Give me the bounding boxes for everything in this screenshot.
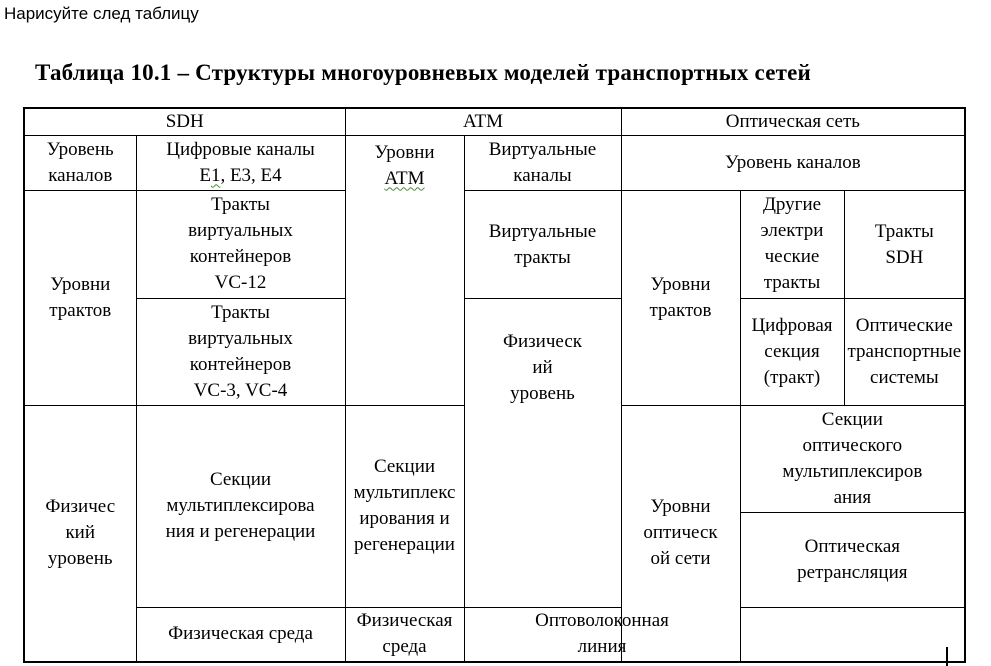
atm-mux-regen-sections — [345, 405, 464, 607]
cell-line: VC-12 — [214, 272, 267, 293]
cell-line: Тракты — [211, 301, 270, 323]
atm-digital-section — [740, 298, 844, 405]
cell-line: контейнеров — [189, 246, 292, 267]
atm-levels — [345, 135, 464, 405]
cell-text: 1 — [210, 164, 221, 186]
cell-line: Цифровые каналы — [166, 138, 315, 160]
cell-line: оптическ — [643, 522, 718, 544]
cell-line: Уровни — [374, 141, 435, 163]
cell-line: Секции — [209, 469, 272, 490]
optical-mux-sections — [740, 405, 965, 512]
text-cursor — [946, 647, 948, 666]
cell-line: мультиплекс — [353, 482, 456, 503]
cell-line: Секции — [821, 408, 883, 430]
cell-line: виртуальных — [188, 327, 293, 349]
cell-line: тракты — [763, 272, 821, 293]
cell-line: Оптические — [855, 314, 953, 336]
cell-text: Е — [199, 164, 211, 186]
cell-line: контейнеров — [189, 353, 292, 375]
cell-line: виртуальных — [188, 220, 293, 241]
cell-line: ретрансляция — [797, 561, 908, 583]
cell-line: Секции — [373, 456, 436, 477]
cell-line — [349, 166, 461, 192]
cell-line: уровень — [47, 548, 113, 570]
cell-line: Уровни — [650, 273, 711, 295]
optical-fiber-line — [464, 607, 740, 662]
header-sdh-label: SDH — [165, 110, 204, 132]
optical-transport-systems — [844, 298, 965, 405]
cell-line: Физическая среда — [168, 623, 313, 645]
header-atm — [345, 108, 621, 135]
sdh-digital-channels — [136, 135, 345, 190]
sdh-vc12-paths — [136, 190, 345, 298]
cell-line: Оптоволоконная — [535, 610, 669, 632]
cell-line: (тракт) — [763, 366, 821, 388]
cell-line: ий — [532, 356, 553, 378]
cell-line: ирования и — [359, 508, 450, 529]
table-container — [23, 107, 966, 663]
cell-line: уровень — [510, 382, 575, 404]
cell-line: VC-3, VC-4 — [193, 379, 288, 401]
cell-line: Физическ — [503, 330, 582, 352]
optical-relay — [740, 512, 965, 607]
cell-line: линия — [577, 636, 627, 658]
cell-line: регенерации — [354, 534, 455, 555]
cell-line: каналы — [513, 164, 572, 186]
cell-line: Тракты — [874, 220, 934, 242]
cell-line: среда — [382, 636, 427, 658]
cell-line: Уровень каналов — [724, 151, 861, 173]
transport-network-models-table — [23, 107, 966, 663]
channels-row — [24, 135, 965, 190]
atm-virtual-paths — [464, 190, 621, 298]
cell-line: кий — [65, 522, 96, 544]
atm-physical-medium — [345, 607, 464, 662]
cell-line: оптического — [802, 434, 903, 456]
cell-line: Уровни — [650, 496, 711, 518]
optical-channels-level — [621, 135, 965, 190]
header-sdh — [24, 108, 345, 135]
cell-line: Другие — [762, 194, 822, 215]
cell-line: тракты — [514, 246, 571, 268]
cell-line: мультиплексирова — [166, 495, 315, 516]
cell-line: ания — [833, 486, 872, 508]
sdh-channels-level — [24, 135, 136, 190]
cell-line: ния и регенерации — [165, 521, 316, 542]
cell-line: трактов — [49, 299, 112, 321]
cell-text: , Е3, Е4 — [220, 164, 282, 186]
cell-line: Физическая — [356, 610, 453, 632]
header-optical — [621, 108, 965, 135]
cell-line — [140, 163, 342, 189]
header-row — [24, 108, 965, 135]
physical-medium-row — [24, 607, 965, 662]
cell-line: ой сети — [650, 548, 711, 570]
sdh-physical-medium — [136, 607, 345, 662]
optical-other-electrical-paths — [740, 190, 844, 298]
header-optical-label: Оптическая сеть — [725, 110, 860, 132]
cell-line: Виртуальные — [488, 220, 597, 242]
sdh-physical-level — [24, 405, 136, 662]
table-caption: Таблица 10.1 – Структуры многоуровневых моделей транспортных сетей — [35, 60, 812, 85]
cell-line: Цифровая — [751, 314, 833, 336]
sdh-paths-level — [24, 190, 136, 405]
optical-paths-level — [621, 190, 740, 405]
cell-line: Уровень — [46, 138, 114, 160]
vc34-row — [24, 298, 965, 405]
cell-line: Оптическая — [804, 535, 901, 557]
optical-sdh-paths — [844, 190, 965, 298]
atm-virtual-channels — [464, 135, 621, 190]
cell-line: трактов — [649, 299, 712, 321]
cell-text: ATM — [384, 167, 425, 189]
cell-line: каналов — [48, 164, 113, 186]
cell-line: электри — [760, 220, 824, 241]
cell-line: ческие — [764, 246, 820, 267]
sdh-mux-regen-sections — [136, 405, 345, 607]
header-atm-label: ATM — [462, 110, 504, 132]
cell-line: секция — [764, 340, 820, 362]
cell-line: мультиплексиров — [782, 460, 923, 482]
cell-line: транспортные — [847, 340, 962, 362]
cell-line: SDH — [885, 246, 924, 268]
cell-line: Тракты — [211, 194, 270, 215]
cell-line: системы — [870, 366, 939, 388]
cell-line: Физичес — [45, 496, 116, 518]
sdh-vc34-paths — [136, 298, 345, 405]
vc12-row — [24, 190, 965, 298]
instruction-text: Нарисуйте след таблицу — [4, 4, 199, 23]
cell-line: Виртуальные — [488, 138, 597, 160]
cell-line: Уровни — [50, 273, 111, 295]
atm-physical-level — [464, 298, 621, 607]
